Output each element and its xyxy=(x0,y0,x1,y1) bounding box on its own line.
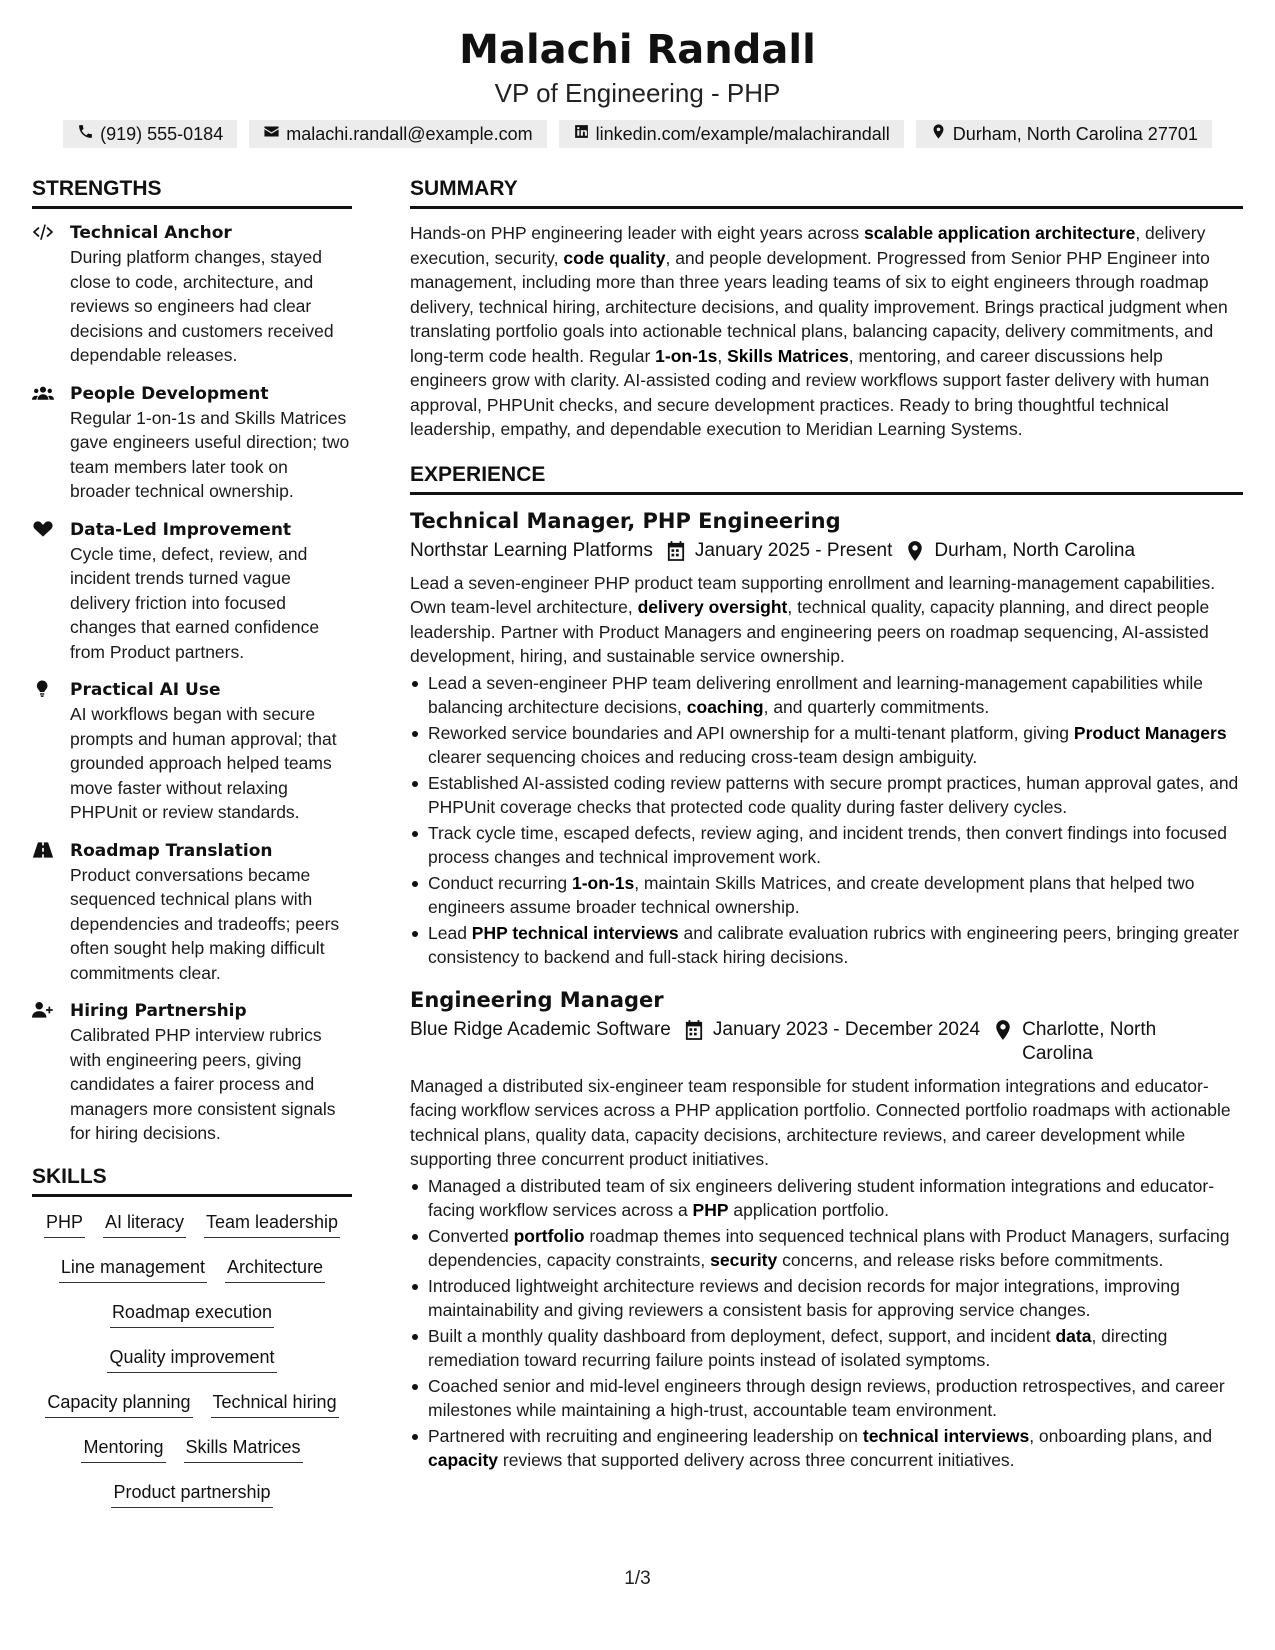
bullet-item: Built a monthly quality dashboard from deployment, defect, support, and incident data, directing remediation toward recurring failure points instead of isolated symptoms. xyxy=(410,1324,1243,1373)
bullet-item: Reworked service boundaries and API ownership for a multi-tenant platform, giving Product Managers clearer sequencing choices and reducing cross-team design ambiguity. xyxy=(410,721,1243,770)
map-pin-icon xyxy=(994,1020,1012,1040)
emphasis-text: PHP technical interviews xyxy=(471,922,679,943)
skill-row xyxy=(32,1254,352,1283)
job-bullets xyxy=(410,1174,1243,1473)
skill-row xyxy=(32,1299,352,1328)
calendar-icon xyxy=(667,541,685,561)
emphasis-text: PHP xyxy=(692,1200,729,1220)
job-title: Engineering Manager xyxy=(410,987,664,1012)
job-company: Blue Ridge Academic Software xyxy=(410,1018,671,1040)
skill-row xyxy=(32,1389,352,1418)
job-company: Northstar Learning Platforms xyxy=(410,539,653,561)
user-plus-icon xyxy=(32,999,70,1146)
contact-bar xyxy=(0,120,1275,148)
job-bullets xyxy=(410,671,1243,970)
emphasis-text: code quality xyxy=(563,247,666,268)
bullet-item: Partnered with recruiting and engineering leadership on technical interviews, onboarding plans, and capacity reviews that supported delivery across three concurrent initiatives. xyxy=(410,1424,1243,1473)
envelope-icon xyxy=(263,123,280,145)
skill-tag: Architecture xyxy=(225,1254,325,1283)
experience-heading: EXPERIENCE xyxy=(410,462,1243,495)
strength-text: Calibrated PHP interview rubrics with engineering peers, giving candidates a fairer process and managers more consistent signals for hiring decisions. xyxy=(70,1025,336,1143)
job-title: Technical Manager, PHP Engineering xyxy=(410,508,841,533)
bullet-item: Lead a seven-engineer PHP team delivering enrollment and learning-management capabilities while balancing architecture decisions, coaching, and quarterly commitments. xyxy=(410,671,1243,720)
bullet-item: Track cycle time, escaped defects, review aging, and incident trends, then convert findings into focused process changes and technical improvement work. xyxy=(410,821,1243,870)
emphasis-text: portfolio xyxy=(513,1225,585,1246)
strength-text: Product conversations became sequenced technical plans with dependencies and tradeoffs; peers often sought help making difficult commitments clear. xyxy=(70,864,340,983)
heart-icon xyxy=(32,518,70,665)
job-location: Durham, North Carolina xyxy=(934,539,1136,561)
bullet-item: Conduct recurring 1-on-1s, maintain Skills Matrices, and create development plans that helped two engineers assume broader technical ownership. xyxy=(410,871,1243,920)
candidate-title: VP of Engineering - PHP xyxy=(494,78,781,108)
map-pin-icon xyxy=(906,541,924,561)
skill-tag: PHP xyxy=(44,1209,85,1238)
resume-header xyxy=(0,0,1275,148)
linkedin-text: linkedin.com/example/malachirandall xyxy=(595,123,890,144)
emphasis-text: 1-on-1s xyxy=(655,345,718,366)
job-meta xyxy=(410,1018,1243,1066)
skill-row xyxy=(32,1434,352,1463)
strength-item xyxy=(32,382,352,504)
strength-item xyxy=(32,518,352,665)
calendar-icon xyxy=(685,1020,703,1040)
email-text: malachi.randall@example.com xyxy=(286,123,533,144)
bullet-item: Established AI-assisted coding review patterns with secure prompt practices, human approval gates, and PHPUnit coverage checks that protected code quality during faster delivery cycles. xyxy=(410,771,1243,820)
strength-title: Technical Anchor xyxy=(70,223,232,243)
strength-item xyxy=(32,221,352,368)
skill-tag: AI literacy xyxy=(103,1209,186,1238)
bullet-item: Converted portfolio roadmap themes into sequenced technical plans with Product Managers, surfacing dependencies, capacity constraints, security concerns, and release risks before commitments. xyxy=(410,1224,1243,1273)
emphasis-text: scalable application architecture xyxy=(863,223,1136,243)
skill-tag: Mentoring xyxy=(81,1434,165,1463)
strength-title: Practical AI Use xyxy=(70,680,221,700)
job-meta xyxy=(410,539,1243,563)
job-dates: January 2023 - December 2024 xyxy=(712,1018,981,1040)
emphasis-text: technical interviews xyxy=(862,1425,1030,1446)
strength-text: Regular 1-on-1s and Skills Matrices gave engineers useful direction; two team members later took on broader technical ownership. xyxy=(70,407,350,501)
skill-row xyxy=(32,1479,352,1508)
left-column xyxy=(32,176,352,1524)
skill-tag: Product partnership xyxy=(111,1479,272,1508)
skill-tag: Roadmap execution xyxy=(110,1299,274,1328)
location-text: Durham, North Carolina 27701 xyxy=(952,123,1198,144)
strength-text: During platform changes, stayed close to code, architecture, and reviews so engineers had clear decisions and customers received dependable releases. xyxy=(70,247,334,365)
strength-title: Roadmap Translation xyxy=(70,840,273,861)
code-icon xyxy=(32,221,70,368)
strength-text: AI workflows began with secure prompts and human approval; that grounded approach helped teams move faster without relaxing PHPUnit or review standards. xyxy=(70,704,337,822)
contact-phone[interactable] xyxy=(63,120,237,148)
strengths-heading: STRENGTHS xyxy=(32,176,352,209)
summary-heading: SUMMARY xyxy=(410,176,1243,209)
emphasis-text: Product Managers xyxy=(1073,722,1227,743)
skill-tag: Line management xyxy=(59,1254,207,1283)
job-location: Charlotte, North Carolina xyxy=(1022,1018,1157,1064)
skill-row xyxy=(32,1344,352,1373)
skill-tag: Capacity planning xyxy=(45,1389,192,1418)
strength-text: Cycle time, defect, review, and incident trends turned vague delivery friction into focused changes that earned confidence from Product partners. xyxy=(70,543,320,662)
strength-title: People Development xyxy=(70,383,269,404)
resume-body xyxy=(32,176,1243,1524)
contact-linkedin[interactable] xyxy=(559,120,904,148)
skill-tag: Skills Matrices xyxy=(184,1434,303,1463)
emphasis-text: security xyxy=(710,1250,778,1270)
summary-text: Hands-on PHP engineering leader with eight years across scalable application architecture, delivery execution, security, code quality, and people development. Progressed from Senior PHP Engineer into management, including more than three years leading teams of six to eight engineers through roadmap delivery, technical hiring, architecture decisions, and quality improvement. Brings practical judgment when translating portfolio goals into actionable technical plans, balancing capacity, delivery commitments, and long-term code health. Regular 1-on-1s, Skills Matrices, mentoring, and career discussions help engineers grow with clarity. AI-assisted coding and review workflows support faster delivery with human approval, PHPUnit checks, and secure development practices. Ready to bring thoughtful technical leadership, empathy, and dependable execution to Meridian Learning Systems. xyxy=(410,223,1228,439)
road-icon xyxy=(32,839,70,986)
skill-tag: Team leadership xyxy=(204,1209,340,1238)
strength-item xyxy=(32,999,352,1146)
strength-title: Data-Led Improvement xyxy=(70,519,292,540)
users-icon xyxy=(32,382,70,504)
bullet-item: Managed a distributed team of six engineers delivering student information integrations and educator-facing workflow services across a PHP application portfolio. xyxy=(410,1174,1243,1223)
emphasis-text: 1-on-1s xyxy=(571,872,635,893)
phone-text: (919) 555-0184 xyxy=(100,123,224,144)
phone-icon xyxy=(77,123,94,145)
job-entry xyxy=(410,986,1243,1473)
skill-row xyxy=(32,1209,352,1238)
strength-item xyxy=(32,678,352,825)
contact-location xyxy=(916,120,1212,148)
skills-heading: SKILLS xyxy=(32,1164,352,1197)
lightbulb-icon xyxy=(32,678,70,825)
emphasis-text: capacity xyxy=(428,1450,499,1470)
emphasis-text: Skills Matrices xyxy=(727,345,849,366)
page-number: 1/3 xyxy=(624,1568,651,1589)
job-description: Lead a seven-engineer PHP product team supporting enrollment and learning-management capabilities. Own team-level architecture, delivery oversight, technical quality, capacity planning, and direct people leadership. Partner with Product Managers and engineering peers on roadmap sequencing, AI-assisted development, hiring, and sustainable service ownership. xyxy=(410,572,1216,666)
skill-tag: Technical hiring xyxy=(211,1389,339,1418)
skills-section xyxy=(32,1164,352,1508)
strength-title: Hiring Partnership xyxy=(70,1001,247,1021)
contact-email[interactable] xyxy=(249,120,546,148)
candidate-name: Malachi Randall xyxy=(459,27,816,73)
job-dates: January 2025 - Present xyxy=(694,539,893,561)
right-column xyxy=(410,176,1243,1524)
linkedin-icon xyxy=(573,123,590,145)
map-pin-icon xyxy=(930,123,947,145)
emphasis-text: data xyxy=(1055,1325,1092,1346)
bullet-item: Coached senior and mid-level engineers through design reviews, production retrospectives, and career milestones while maintaining a high-trust, accountable team environment. xyxy=(410,1374,1243,1423)
bullet-item: Lead PHP technical interviews and calibrate evaluation rubrics with engineering peers, bringing greater consistency to backend and full-stack hiring decisions. xyxy=(410,921,1243,970)
skill-tag: Quality improvement xyxy=(107,1344,276,1373)
strength-item xyxy=(32,839,352,986)
bullet-item: Introduced lightweight architecture reviews and decision records for major integrations, improving maintainability and giving reviewers a consistent basis for approving service changes. xyxy=(410,1274,1243,1323)
emphasis-text: delivery oversight xyxy=(637,597,788,617)
job-entry xyxy=(410,507,1243,970)
emphasis-text: coaching xyxy=(686,697,764,717)
job-description: Managed a distributed six-engineer team responsible for student information integrations and educator-facing workflow services across a PHP application portfolio. Connected portfolio roadmaps with actionable technical plans, quality data, capacity decisions, architecture reviews, and career development while supporting three concurrent product initiatives. xyxy=(410,1075,1231,1169)
